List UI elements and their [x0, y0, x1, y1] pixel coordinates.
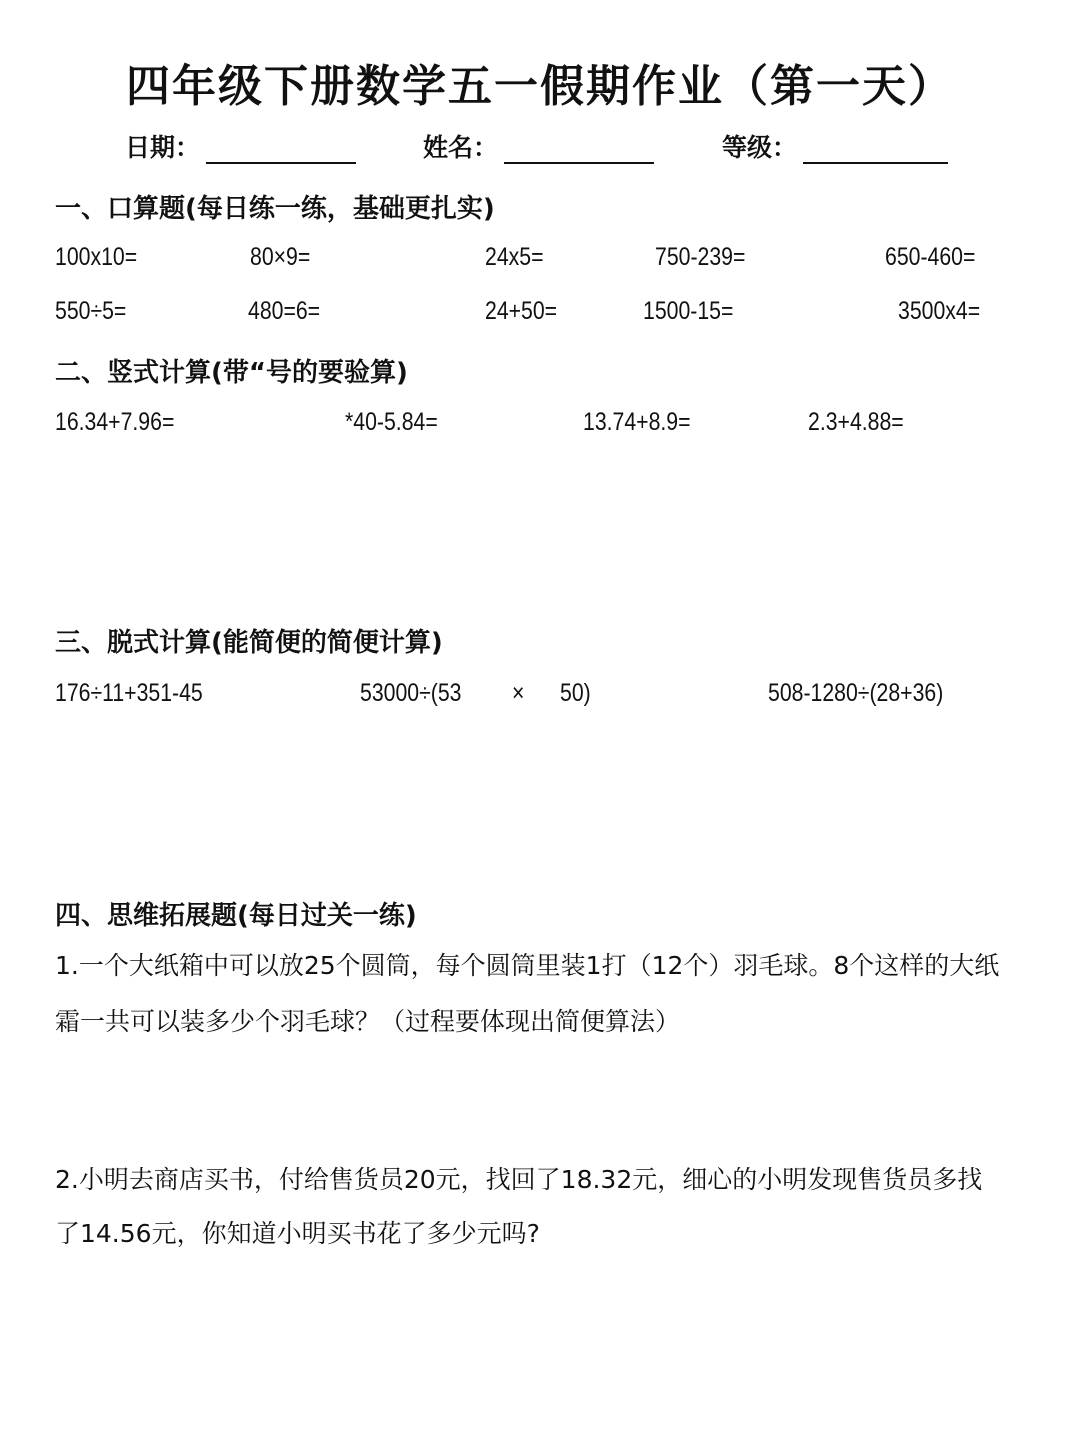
oral-item: 80×9=: [250, 243, 311, 271]
section3-heading: 三、脱式计算(能简便的简便计算): [55, 628, 443, 658]
name-blank[interactable]: [504, 140, 654, 164]
section2-heading: 二、竖式计算(带“号的要验算): [55, 358, 408, 388]
oral-item: 650-460=: [885, 243, 976, 271]
page-title: 四年级下册数学五一假期作业（第一天）: [126, 61, 954, 112]
oral-item: 24+50=: [485, 297, 558, 325]
stepwise-calc-item: 176÷11+351-45: [55, 679, 203, 707]
times-sign: ×: [512, 679, 525, 707]
section4-heading: 四、思维拓展题(每日过关一练): [55, 901, 417, 931]
date-field[interactable]: [125, 128, 356, 164]
oral-item: 550÷5=: [55, 297, 127, 325]
stepwise-calc-item: 53000÷(53: [360, 679, 462, 707]
vertical-calc-item: 13.74+8.9=: [583, 408, 691, 436]
name-label: 姓名：: [423, 133, 499, 162]
vertical-calc-item: 16.34+7.96=: [55, 408, 175, 436]
grade-field[interactable]: [722, 128, 948, 164]
question-2-line-1: 2.小明去商店买书，付给售货员20元，找回了18.32元，细心的小明发现售货员多找: [55, 1165, 983, 1194]
question-2-line-2: 了14.56元，你知道小明买书花了多少元吗?: [55, 1219, 540, 1248]
grade-blank[interactable]: [803, 140, 948, 164]
vertical-calc-item: *40-5.84=: [345, 408, 438, 436]
grade-label: 等级：: [722, 133, 798, 162]
oral-item: 1500-15=: [643, 297, 734, 325]
oral-item: 750-239=: [655, 243, 746, 271]
oral-item: 3500x4=: [898, 297, 981, 325]
name-field[interactable]: [423, 128, 654, 164]
question-1-line-1: 1.一个大纸箱中可以放25个圆筒，每个圆筒里装1打（12个）羽毛球。8个这样的大纸: [55, 951, 1000, 980]
vertical-calc-item: 2.3+4.88=: [808, 408, 904, 436]
date-label: 日期：: [125, 133, 201, 162]
section1-heading: 一、口算题(每日练一练，基础更扎实): [55, 194, 495, 224]
date-blank[interactable]: [206, 140, 356, 164]
oral-item: 24x5=: [485, 243, 544, 271]
stepwise-calc-item: 508-1280÷(28+36): [768, 679, 944, 707]
stepwise-calc-part: 50): [560, 679, 591, 707]
question-1-line-2: 霜一共可以装多少个羽毛球？（过程要体现出简便算法）: [55, 1007, 681, 1036]
oral-item: 100x10=: [55, 243, 138, 271]
oral-item: 480=6=: [248, 297, 321, 325]
